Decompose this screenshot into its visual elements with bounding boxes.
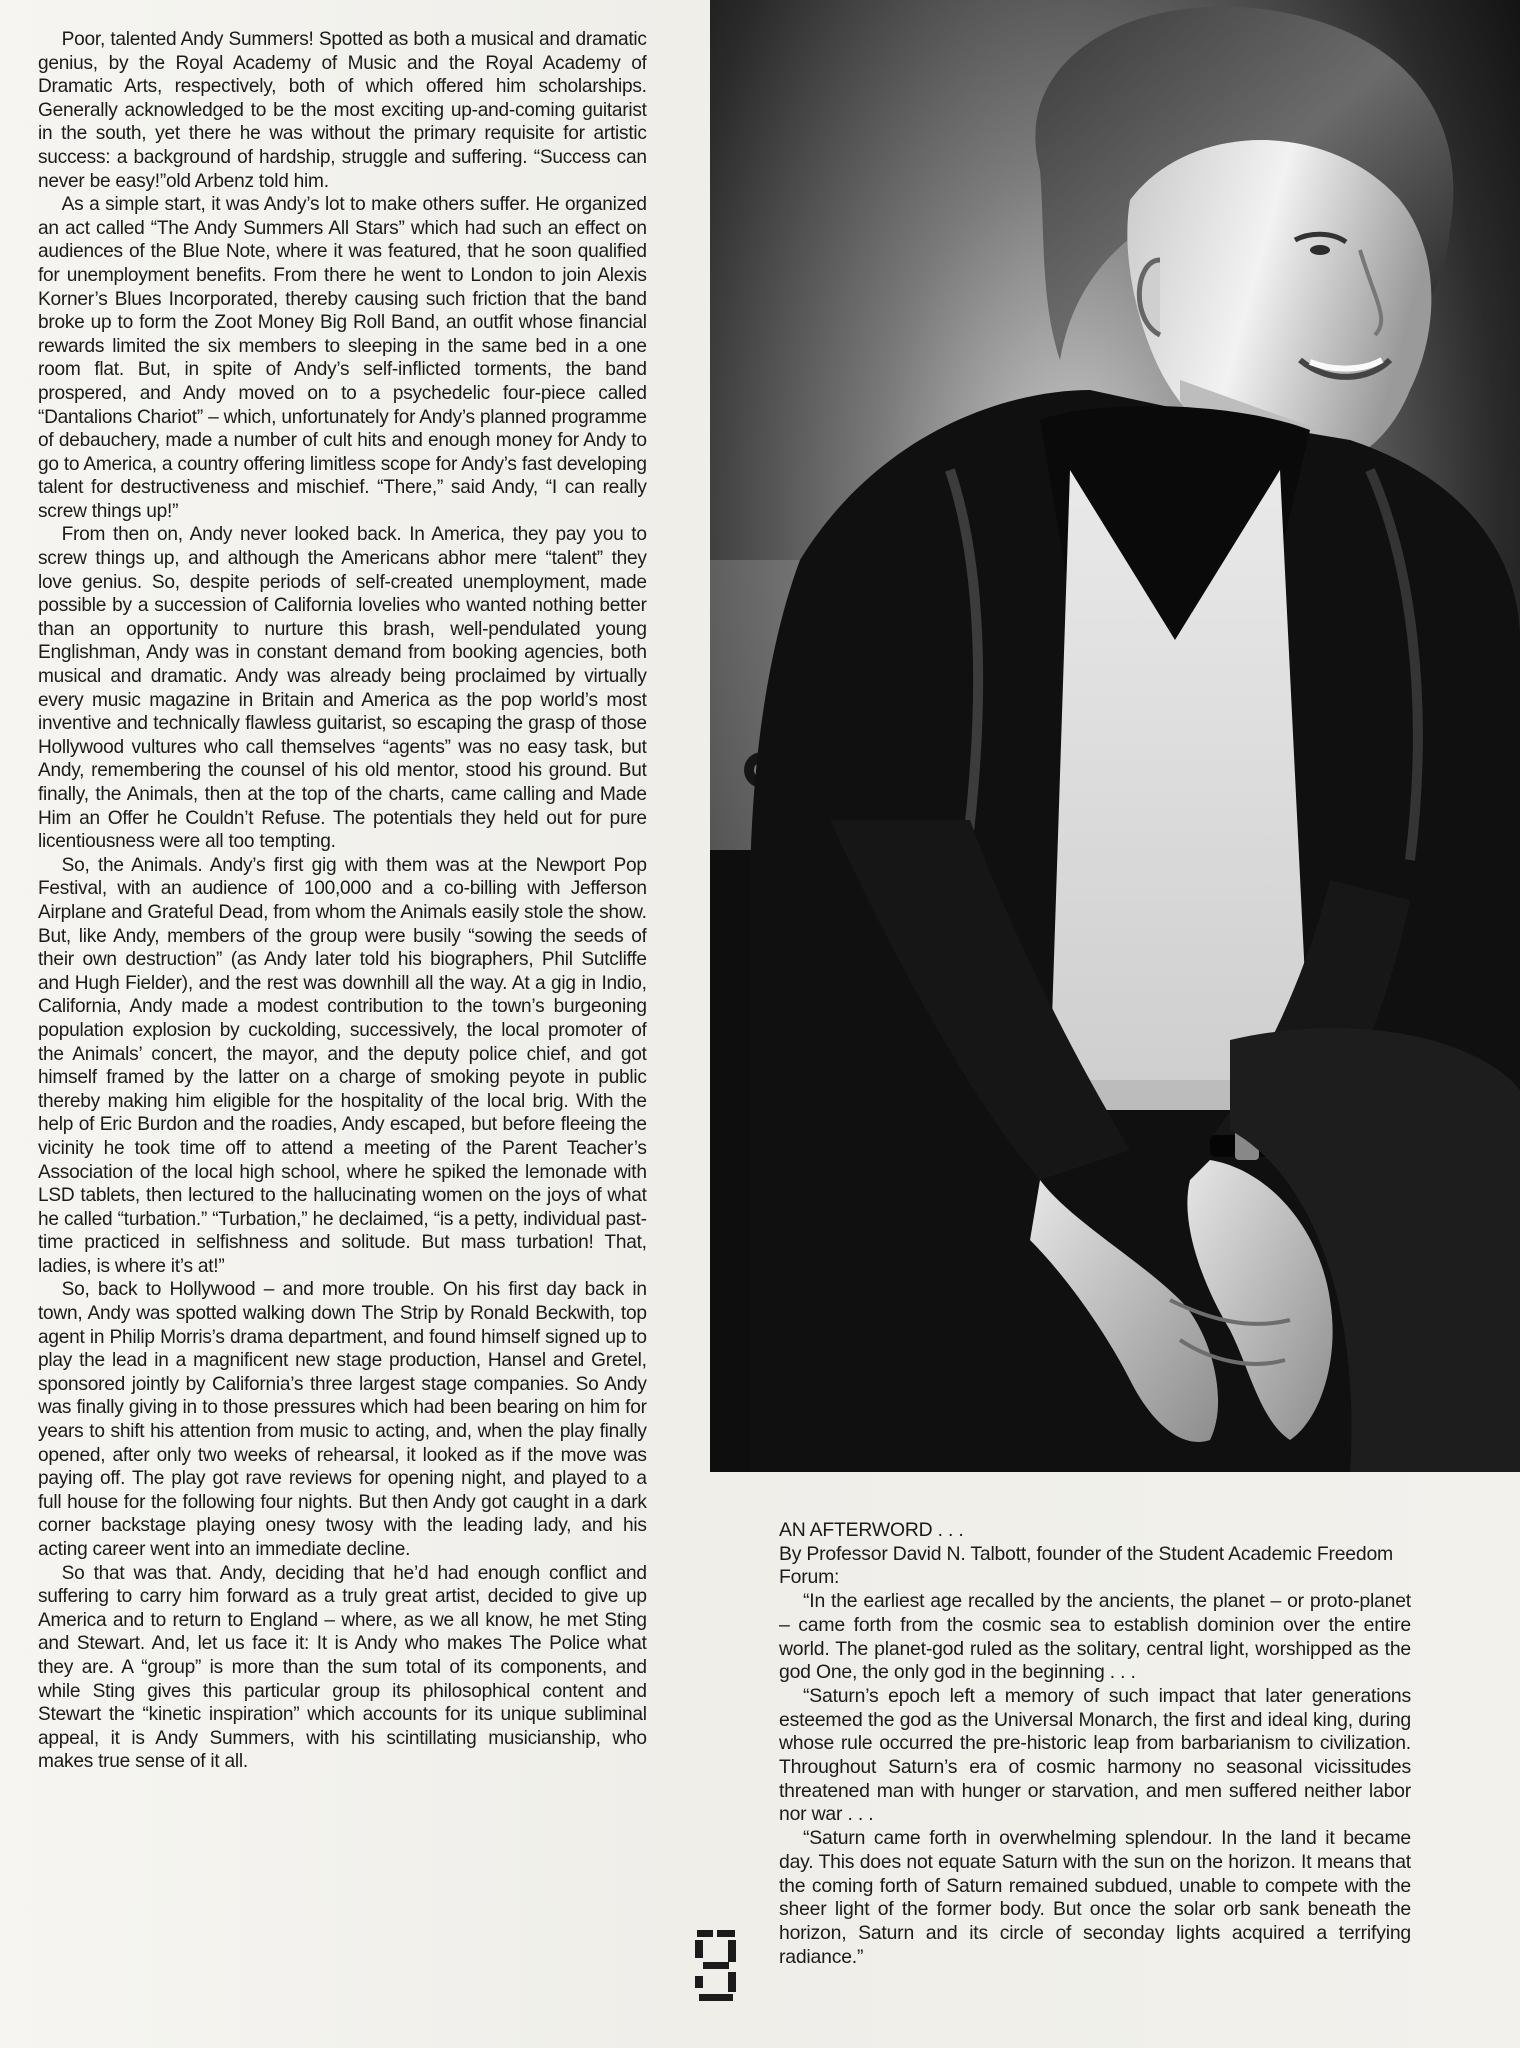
afterword-quote-1: “In the earliest age recalled by the ancients, the planet – or proto-planet – came forth from the cosmic sea to establish dominion over the entire world. The planet-god ruled as the solitary, central light, worshipped as the god One, the only god in the beginning . . . bbox=[779, 1590, 1411, 1684]
article-paragraph-1: Poor, talented Andy Summers! Spotted as both a musical and dramatic genius, by the Royal Academy of Music and the Royal Academy of Dramatic Arts, respectively, both of which offered him scholarships. Generally acknowledged to be the most exciting up-and-coming guitarist in the south, yet there he was without the primary requisite for artistic success: a background of hardship, struggle and suffering. “Success can never be easy!”old Arbenz told him. bbox=[38, 28, 647, 192]
article-paragraph-6: So that was that. Andy, deciding that he’d had enough conflict and suffering to carry him forward as a truly great artist, decided to give up America and to return to England – where, as we all know, he met Sting and Stewart. And, let us face it: It is Andy who makes The Police what they are. A “group” is more than the sum total of its components, and while Sting gives this particular group its philosophical content and Stewart the “kinetic inspiration” which accounts for its unique subliminal appeal, it is Andy Summers, with his scintillating musicianship, who makes true sense of it all. bbox=[38, 1561, 647, 1773]
article-paragraph-2: As a simple start, it was Andy’s lot to make others suffer. He organized an act called “The Andy Summers All Stars” which had such an effect on audiences of the Blue Note, where it was featured, that he soon qualified for unemployment benefits. From there he went to London to join Alexis Korner’s Blues Incorporated, thereby causing such friction that the band broke up to form the Zoot Money Big Roll Band, an outfit whose financial rewards limited the six members to sleeping in the same bed in a one room flat. But, in spite of Andy’s self-inflicted torments, the band prospered, and Andy moved on to a psychedelic four-piece called “Dantalions Chariot” – which, unfortunately for Andy’s planned programme of debauchery, made a number of cult hits and enough money for Andy to go to America, a country offering limitless scope for Andy’s fast developing talent for destructiveness and mischief. “There,” said Andy, “I can really screw things up!” bbox=[38, 193, 647, 522]
afterword-quote-2: “Saturn’s epoch left a memory of such impact that later generations esteemed the god as the Universal Monarch, the first and ideal king, during whose rule occurred the pre-historic leap from barbarianism to civilization. Throughout Saturn’s era of cosmic harmony no seasonal vicissitudes threatened man with hunger or starvation, and men suffered neither labor nor war . . . bbox=[779, 1684, 1411, 1826]
article-paragraph-3: From then on, Andy never looked back. In America, they pay you to screw things up, and although the Americans abhor mere “talent” they love genius. So, despite periods of self-created unemployment, made possible by a succession of California lovelies who wanted nothing better than an opportunity to nurture this brash, well-pendulated young Englishman, Andy was in constant demand from booking agencies, both musical and dramatic. Andy was already being proclaimed by virtually every music magazine in Britain and America as the pop world’s most inventive and technically flawless guitarist, so escaping the grasp of those Hollywood vultures who call themselves “agents” was no easy task, but Andy, remembering the counsel of his old mentor, stood his ground. But finally, the Animals, then at the top of the charts, came calling and Made Him an Offer he Couldn’t Refuse. The potentials they held out for pure licentiousness were all too tempting. bbox=[38, 523, 647, 853]
article-paragraph-4: So, the Animals. Andy’s first gig with them was at the Newport Pop Festival, with an audience of 100,000 and a co-billing with Jefferson Airplane and Grateful Dead, from whom the Animals easily stole the show. But, like Andy, members of the group were busily “sowing the seeds of their own destruction” (as Andy later told his biographers, Phil Sutcliffe and Hugh Fielder), and the rest was downhill all the way. At a gig in Indio, California, Andy made a modest contribution to the town’s burgeoning population explosion by cuckolding, successively, the local promoter of the Animals’ concert, the mayor, and the deputy police chief, and got himself framed by the latter on a charge of smoking peyote in public thereby making him eligible for the hospitality of the local brig. With the help of Eric Burdon and the roadies, Andy escaped, but before fleeing the vicinity he took time off to attend a meeting of the Parent Teacher’s Association of the local high school, where he spiked the lemonade with LSD tablets, then lectured to the hallucinating women on the joys of what he called “turbation.” “Turbation,” he declaimed, “is a petty, individual past-time practiced in selfishness and solitude. But mass turbation! That, ladies, is where it’s at!” bbox=[38, 853, 647, 1277]
stencil-digit-icon bbox=[693, 1928, 739, 2002]
article-paragraph-5: So, back to Hollywood – and more trouble. On his first day back in town, Andy was spotted walking down The Strip by Ronald Beckwith, top agent in Philip Morris’s drama department, and found himself signed up to play the lead in a magnificent new stage production, Hansel and Gretel, sponsored jointly by California’s three largest stage companies. So Andy was finally giving in to those pressures which had been bearing on him for years to shift his attention from music to acting, and, when the play finally opened, after only two weeks of rehearsal, it looked as if the move was paying off. The play got rave reviews for opening night, and played to a full house for the following four nights. But then Andy got caught in a dark corner backstage playing onesy twosy with the leading lady, and his acting career went into an immediate decline. bbox=[38, 1278, 647, 1560]
article-column bbox=[38, 28, 647, 2013]
afterword-column bbox=[779, 1519, 1411, 2029]
afterword-byline: By Professor David N. Talbott, founder of the Student Academic Freedom Forum: bbox=[779, 1542, 1394, 1589]
afterword-quote-3: “Saturn came forth in overwhelming splendour. In the land it became day. This does not equate Saturn with the sun on the horizon. It means that the coming forth of Saturn remained subdued, unable to compete with the sheer light of the former body. But once the solar orb sank beneath the horizon, Saturn and its circle of seconday lights acquired a terrifying radiance.” bbox=[779, 1827, 1411, 1968]
portrait-photo bbox=[710, 0, 1520, 1472]
portrait-illustration bbox=[710, 0, 1520, 1472]
afterword-heading: AN AFTERWORD . . . bbox=[779, 1519, 964, 1541]
